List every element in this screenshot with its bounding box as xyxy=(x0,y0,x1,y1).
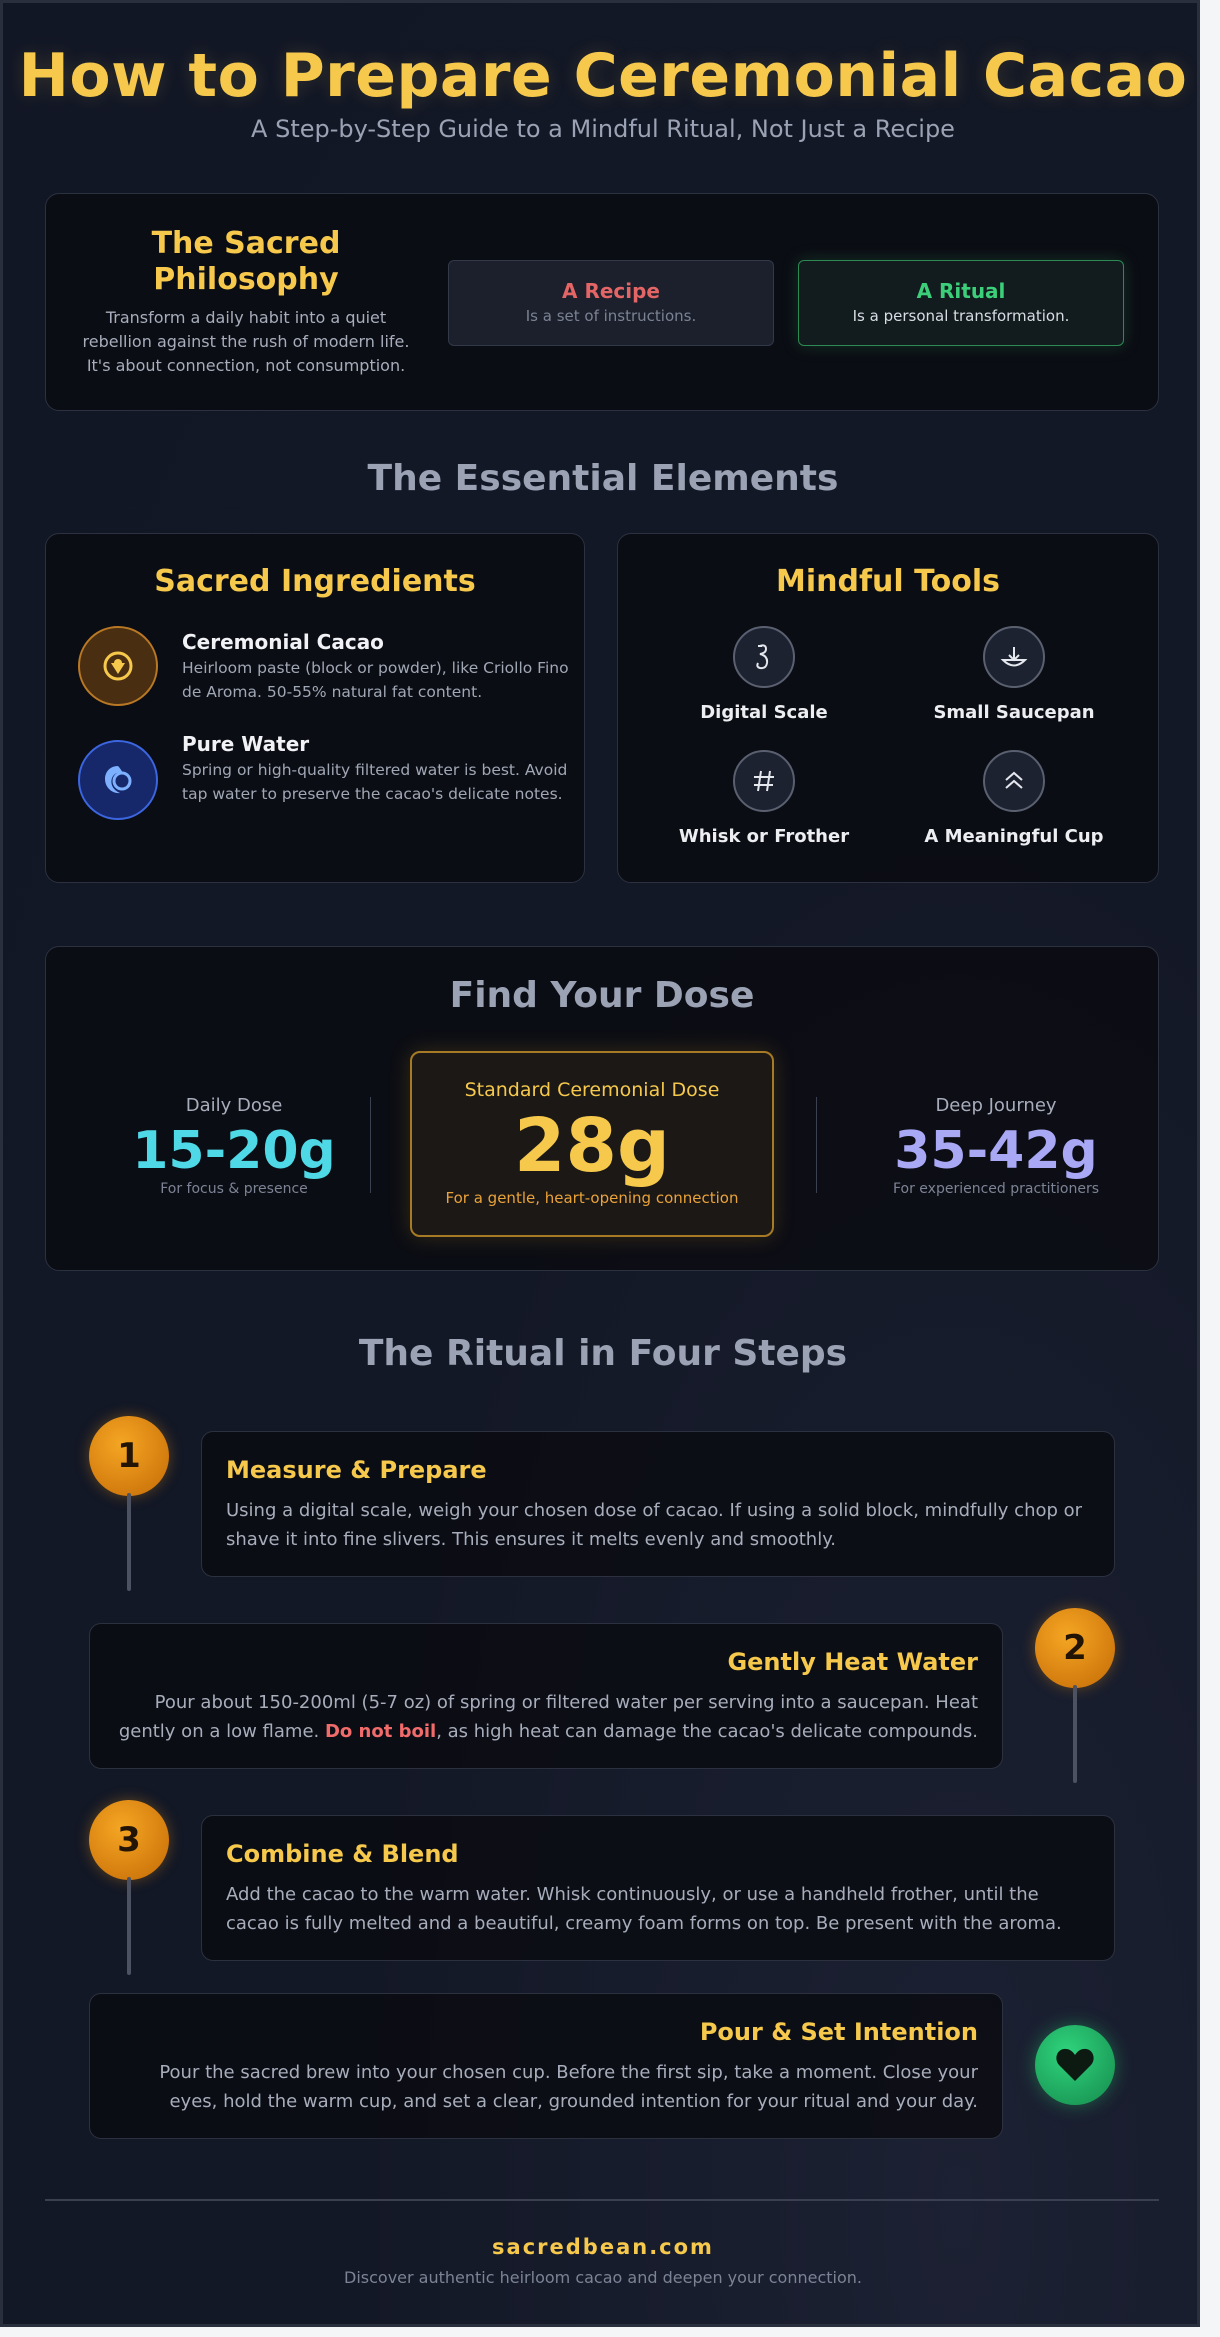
tool-small-saucepan xyxy=(894,626,1134,723)
page-title: How to Prepare Ceremonial Cacao xyxy=(18,41,1188,111)
step-3-title: Combine & Blend xyxy=(226,1840,459,1868)
step-connector xyxy=(127,1877,131,1975)
philosophy-card xyxy=(45,193,1159,411)
step-2-desc xyxy=(114,1688,978,1746)
saucepan-icon xyxy=(983,626,1045,688)
ingredients-card xyxy=(45,533,585,883)
ingredient-name-water: Pure Water xyxy=(182,732,310,756)
ingredient-desc-water: Spring or high-quality filtered water is best. Avoid tap water to preserve the cacao's delicate notes. xyxy=(182,761,568,803)
standard-dose-value: 28g xyxy=(514,1103,670,1189)
daily-dose-note: For focus & presence xyxy=(160,1181,308,1197)
recipe-box xyxy=(448,260,774,346)
philosophy-text: Transform a daily habit into a quiet rebellion against the rush of modern life. It's about connection, not consumption. xyxy=(82,308,410,375)
tools-heading: Mindful Tools xyxy=(776,564,1000,599)
tool-whisk xyxy=(644,750,884,847)
step-4-title: Pour & Set Intention xyxy=(699,2018,978,2046)
page-subtitle: A Step-by-Step Guide to a Mindful Ritual, Not Just a Recipe xyxy=(251,115,955,143)
step-2-card xyxy=(89,1623,1003,1769)
step-1-card xyxy=(201,1431,1115,1577)
step-2-title: Gently Heat Water xyxy=(727,1648,978,1676)
ritual-desc: Is a personal transformation. xyxy=(852,307,1070,325)
ingredient-name-cacao: Ceremonial Cacao xyxy=(182,630,384,654)
step-3-desc: Add the cacao to the warm water. Whisk continuously, or use a handheld frother, until the cacao is fully melted and a beautiful, creamy foam forms on top. Be present with the aroma. xyxy=(226,1884,1062,1934)
step-connector xyxy=(127,1493,131,1591)
tool-meaningful-cup xyxy=(894,750,1134,847)
step-2-desc-text-end: , as high heat can damage the cacao's delicate compounds. xyxy=(436,1721,978,1742)
deep-dose-value: 35-42g xyxy=(894,1121,1098,1181)
ingredients-heading: Sacred Ingredients xyxy=(154,564,476,599)
ritual-heading: A Ritual xyxy=(916,279,1006,303)
standard-dose-note: For a gentle, heart-opening connection xyxy=(445,1189,739,1207)
standard-dose-label: Standard Ceremonial Dose xyxy=(464,1079,720,1101)
whisk-icon xyxy=(733,750,795,812)
ingredient-desc-cacao: Heirloom paste (block or powder), like Criollo Fino de Aroma. 50-55% natural fat content. xyxy=(182,659,569,701)
dose-heading: Find Your Dose xyxy=(449,975,755,1016)
deep-dose-note: For experienced practitioners xyxy=(892,1181,1100,1197)
dose-divider xyxy=(370,1097,371,1193)
philosophy-title: The Sacred Philosophy xyxy=(151,226,341,297)
step-2-desc-text: Pour about 150-200ml (5-7 oz) of spring or filtered water per serving into a saucepan. Heat gently on a low flame. xyxy=(118,1692,978,1742)
footer-divider xyxy=(45,2199,1159,2201)
step-1-title: Measure & Prepare xyxy=(226,1456,487,1484)
step-3-card xyxy=(201,1815,1115,1961)
daily-dose-value: 15-20g xyxy=(132,1121,336,1181)
step-3-number: 3 xyxy=(89,1800,169,1880)
ritual-heading: The Ritual in Four Steps xyxy=(358,1333,848,1374)
recipe-desc: Is a set of instructions. xyxy=(525,307,697,325)
standard-dose-box xyxy=(410,1051,774,1237)
scale-icon xyxy=(733,626,795,688)
step-2-number: 2 xyxy=(1035,1608,1115,1688)
step-2-warning: Do not boil xyxy=(324,1721,437,1742)
tool-label: Whisk or Frother xyxy=(678,826,850,847)
dose-divider xyxy=(816,1097,817,1193)
recipe-heading: A Recipe xyxy=(562,279,660,303)
step-1-number: 1 xyxy=(89,1416,169,1496)
elements-heading: The Essential Elements xyxy=(367,458,839,499)
cacao-icon xyxy=(78,626,158,706)
step-4-card xyxy=(89,1993,1003,2139)
tool-label: Small Saucepan xyxy=(933,702,1095,723)
cup-icon xyxy=(983,750,1045,812)
step-connector xyxy=(1073,1685,1077,1783)
deep-dose-label: Deep Journey xyxy=(935,1095,1057,1116)
tool-label: Digital Scale xyxy=(700,702,828,723)
tools-card xyxy=(617,533,1159,883)
daily-dose-label: Daily Dose xyxy=(185,1095,283,1116)
ritual-box xyxy=(798,260,1124,346)
footer-text: Discover authentic heirloom cacao and deepen your connection. xyxy=(344,2268,862,2287)
tool-label: A Meaningful Cup xyxy=(924,826,1104,847)
step-1-desc: Using a digital scale, weigh your chosen dose of cacao. If using a solid block, mindfully chop or shave it into fine slivers. This ensures it melts evenly and smoothly. xyxy=(226,1500,1083,1550)
heart-icon xyxy=(1035,2025,1115,2105)
footer-site-link[interactable]: sacredbean.com xyxy=(492,2235,714,2259)
tool-digital-scale xyxy=(644,626,884,723)
water-icon xyxy=(78,740,158,820)
dose-card xyxy=(45,946,1159,1271)
step-4-desc: Pour the sacred brew into your chosen cup. Before the first sip, take a moment. Close your eyes, hold the warm cup, and set a clear, grounded intention for your ritual and your day. xyxy=(159,2062,978,2112)
